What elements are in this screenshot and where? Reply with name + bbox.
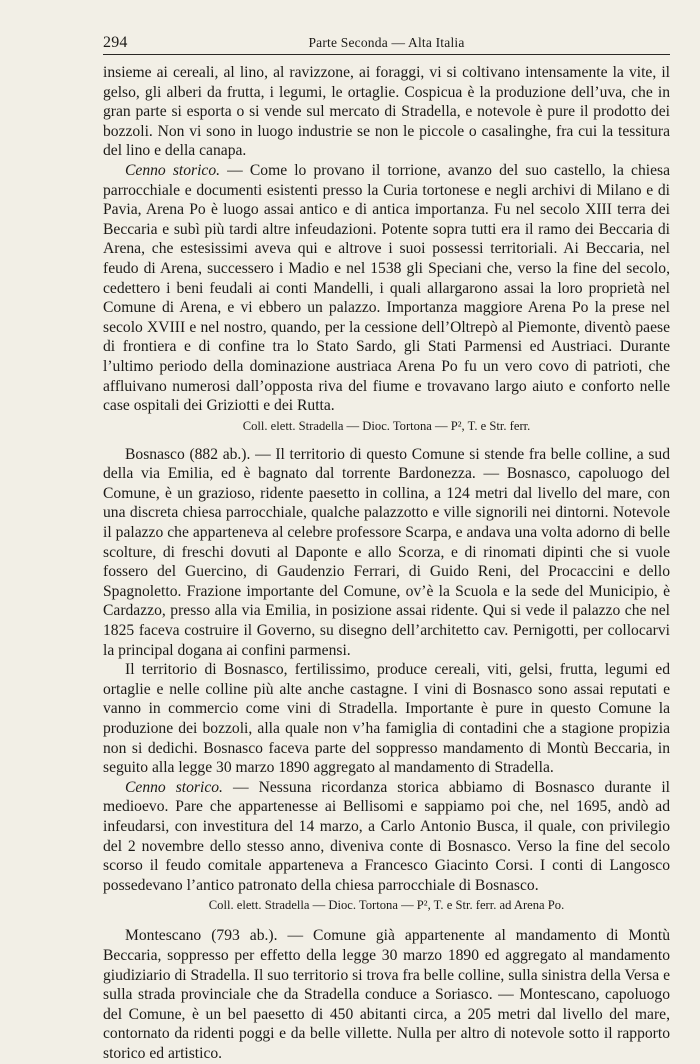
header-rule <box>103 54 670 55</box>
page-header <box>103 30 670 54</box>
arena-po-history <box>103 161 670 416</box>
bosnasco-footnote: Coll. elett. Stradella — Dioc. Tortona — P², T. e Str. ferr. ad Arena Po. <box>208 898 565 913</box>
arena-po-continuation: insieme ai cereali, al lino, al ravizzone, ai foraggi, vi si coltivano intensamente la vite, il gelso, gli alberi da frutta, i legumi, le ortaglie. Cospicua è la produzione dell’uva, che in gran parte si esporta o si vende sul mercato di Stradella, e notevole è pure il prodotto dei bozzoli. Non vi sono in luogo industrie se non le piccole o casalinghe, fra cui la tessitura del lino e della canapa. <box>103 64 670 160</box>
bosnasco-territory: Il territorio di Bosnasco, fertilissimo, produce cereali, viti, gelsi, frutta, legumi ed ortaglie e nelle colline più alte anche castagne. I vini di Bosnasco sono assai reputati e vanno in commercio come vini di Stradella. Importante è pure in questo Comune la produzione dei bozzoli, alla quale non v’ha famiglia di contadini che a stagione propizia non si dedichi. Bosnasco faceva parte del soppresso mandamento di Montù Beccaria, in seguito alla legge 30 marzo 1890 aggregato al mandamento di Stradella. <box>103 661 670 777</box>
montescano-text: — Comune già appartenente al mandamento di Montù Beccaria, soppresso per effetto della legge 30 marzo 1890 ed aggregato al mandamento giudiziario di Stradella. Il suo territorio si trova fra belle colline, sulla sinistra della Versa e sulla strada provinciale che da Stradella conduce a Soriasco. — Montescano, capoluogo del Comune, è un bel paesetto di 450 abitanti circa, a 205 metri dal livello del mare, contornato da ridenti poggi e da belle villette. Nulla per altro di notevole sotto il rapporto storico ed artistico. <box>103 927 670 1062</box>
arena-po-history-label: Cenno storico. <box>125 161 221 179</box>
bosnasco-history <box>103 778 670 896</box>
bosnasco-entry <box>103 445 670 661</box>
arena-po-footnote: Coll. elett. Stradella — Dioc. Tortona — P², T. e Str. ferr. <box>242 418 531 433</box>
bosnasco-history-text: — Nessuna ricordanza storica abbiamo di Bosnasco durante il medioevo. Pare che appartenesse ai Bellisomi e sappiamo poi che, nel 1695, andò ad infeudarsi, con investitura del 14 marzo, a Carlo Antonio Busca, il quale, con privilegio del 2 novembre dello stesso anno, diveniva conte di Bosnasco. Verso la fine del secolo scorso il feudo comitale apparteneva a Francesco Giacinto Corsi. I conti di Langosco possedevano l’antico patronato della chiesa parrocchiale di Bosnasco. <box>103 778 670 894</box>
montescano-headword: Montescano <box>125 927 202 945</box>
montescano-entry <box>103 926 670 1063</box>
bosnasco-history-label: Cenno storico. <box>125 778 223 796</box>
running-head: Parte Seconda — Alta Italia <box>308 35 465 50</box>
montescano-population: (793 ab.). <box>201 927 278 945</box>
bosnasco-population: (882 ab.). <box>184 445 251 463</box>
page-body <box>103 63 670 1064</box>
bosnasco-intro: — Il territorio di questo Comune si stende fra belle colline, a sud della via Emilia, ed è bagnato dal torrente Bardonezza. — Bosnasco, capoluogo del Comune, è un grazioso, ridente paesetto in collina, a 124 metri dal livello del mare, con una discreta chiesa parrocchiale, qualche palazzotto e ville signorili nei dintorni. Notevole il palazzo che apparteneva al celebre professore Scarpa, e andava una volta adorno di belle scolture, di freschi dovuti al Daponte e allo Scorza, e di rinomati dipinti che si vuole fossero del Guercino, di Gaudenzio Ferrari, di Guido Reni, del Procaccini e dello Spagnoletto. Frazione importante del Comune, ov’è la Scuola e la sede del Municipio, è Cardazzo, presso alla via Emilia, in posizione assai ridente. Qui si vede il palazzo che nel 1825 faceva costruire il Governo, su disegno dell’architetto cav. Pernigotti, per collocarvi la principal dogana ai confini parmensi. <box>103 445 671 659</box>
page-number: 294 <box>103 34 128 51</box>
book-page <box>103 30 670 1064</box>
bosnasco-headword: Bosnasco <box>125 445 185 463</box>
arena-po-history-text: — Come lo provano il torrione, avanzo del suo castello, la chiesa parrocchiale e documenti esistenti presso la Curia tortonese e negli archivi di Milano e di Pavia, Arena Po è luogo assai antico e di antica importanza. Fu nel secolo XIII terra dei Beccaria e subì più tardi altre infeudazioni. Potente sopra tutti era il ramo dei Beccaria di Arena, che estesissimi aveva qui e altrove i suoi possessi territoriali. Ai Beccaria, nel feudo di Arena, successero i Madio e nel 1538 gli Speciani che, verso la fine del secolo, cedettero i beni feudali ai conti Mandelli, i quali allargarono assai la loro proprietà nel Comune di Arena, e vi ebbero un palazzo. Importanza maggiore Arena Po la prese nel secolo XVIII e nel nostro, quando, per la cessione dell’Oltrepò al Piemonte, diventò paese di frontiera e di confine tra lo Stato Sardo, gli Stati Parmensi ed Austriaci. Durante l’ultimo periodo della dominazione austriaca Arena Po fu un vero covo di patrioti, che affluivano numerosi dall’opposta riva del fiume e trovavano largo aiuto e conforto nelle case ospitali dei Griziotti e dei Rutta. <box>103 161 670 415</box>
